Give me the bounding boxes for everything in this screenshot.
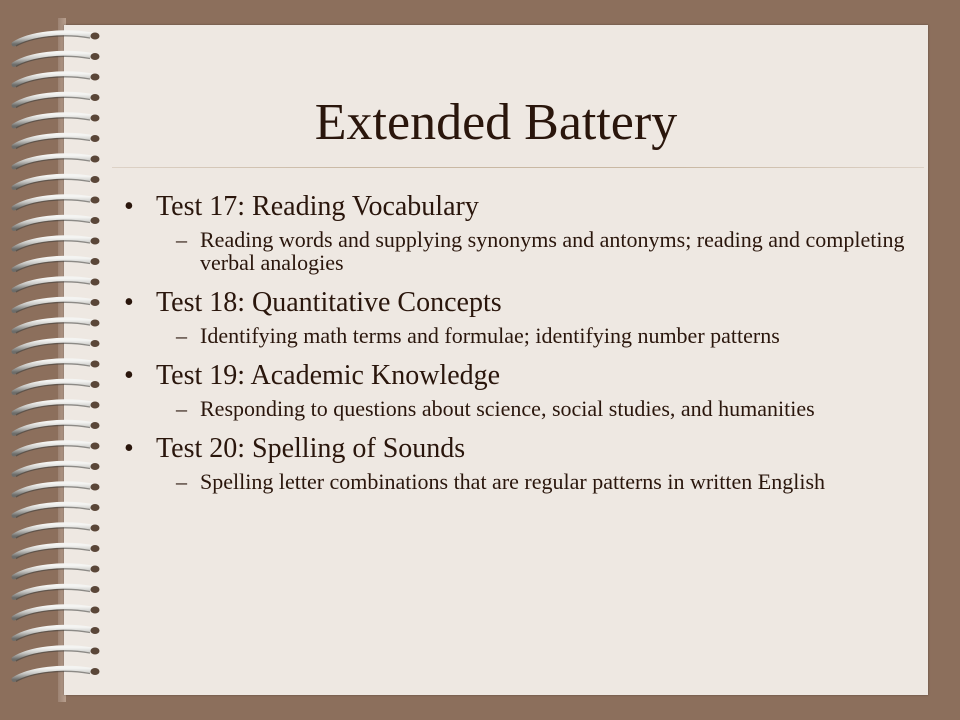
- binding-hole: [91, 586, 100, 593]
- spiral-rings-icon: [0, 0, 110, 720]
- binding-hole: [91, 320, 100, 327]
- list-item: [120, 286, 920, 347]
- binding-hole: [91, 422, 100, 429]
- bullet-icon: •: [124, 433, 134, 464]
- binding-hole: [91, 545, 100, 552]
- bullet-list: [120, 190, 920, 505]
- binding-hole: [91, 258, 100, 265]
- bullet-icon: •: [124, 191, 134, 222]
- list-item: [120, 190, 920, 274]
- binding-hole: [91, 299, 100, 306]
- binding-hole: [91, 648, 100, 655]
- list-item: [120, 432, 920, 493]
- binding-hole: [91, 361, 100, 368]
- binding-hole: [91, 33, 100, 40]
- binding-hole: [91, 402, 100, 409]
- binding-hole: [91, 484, 100, 491]
- item-detail: Responding to questions about science, social studies, and humanities: [200, 396, 815, 421]
- binding-hole: [91, 135, 100, 142]
- binding-hole: [91, 197, 100, 204]
- binding-hole: [91, 566, 100, 573]
- dash-icon: –: [176, 396, 187, 421]
- binding-hole: [91, 443, 100, 450]
- list-item: [120, 359, 920, 420]
- binding-hole: [91, 463, 100, 470]
- binding-hole: [91, 525, 100, 532]
- binding-hole: [91, 115, 100, 122]
- item-heading: Test 18: Quantitative Concepts: [156, 287, 502, 318]
- binding-hole: [91, 74, 100, 81]
- notebook-page: [64, 25, 928, 695]
- item-heading: Test 17: Reading Vocabulary: [156, 191, 479, 222]
- bullet-icon: •: [124, 360, 134, 391]
- binding-hole: [91, 607, 100, 614]
- item-detail: Reading words and supplying synonyms and antonyms; reading and completing verbal analogies: [200, 227, 905, 275]
- binding-hole: [91, 238, 100, 245]
- title-divider: [112, 167, 924, 168]
- binding-hole: [91, 381, 100, 388]
- binding-hole: [91, 668, 100, 675]
- item-detail: Identifying math terms and formulae; identifying number patterns: [200, 323, 780, 348]
- binding-hole: [91, 340, 100, 347]
- item-detail: Spelling letter combinations that are regular patterns in written English: [200, 469, 826, 494]
- item-heading: Test 20: Spelling of Sounds: [156, 433, 466, 464]
- item-heading: Test 19: Academic Knowledge: [156, 360, 501, 391]
- binding-hole: [91, 627, 100, 634]
- slide-title: Extended Battery: [314, 94, 678, 151]
- binding-hole: [91, 94, 100, 101]
- binding-hole: [91, 156, 100, 163]
- binding-hole: [91, 53, 100, 60]
- bullet-icon: •: [124, 287, 134, 318]
- dash-icon: –: [176, 227, 187, 252]
- binding-hole: [91, 279, 100, 286]
- binding-hole: [91, 217, 100, 224]
- dash-icon: –: [176, 469, 187, 494]
- dash-icon: –: [176, 323, 187, 348]
- binding-hole: [91, 504, 100, 511]
- binding-hole: [91, 176, 100, 183]
